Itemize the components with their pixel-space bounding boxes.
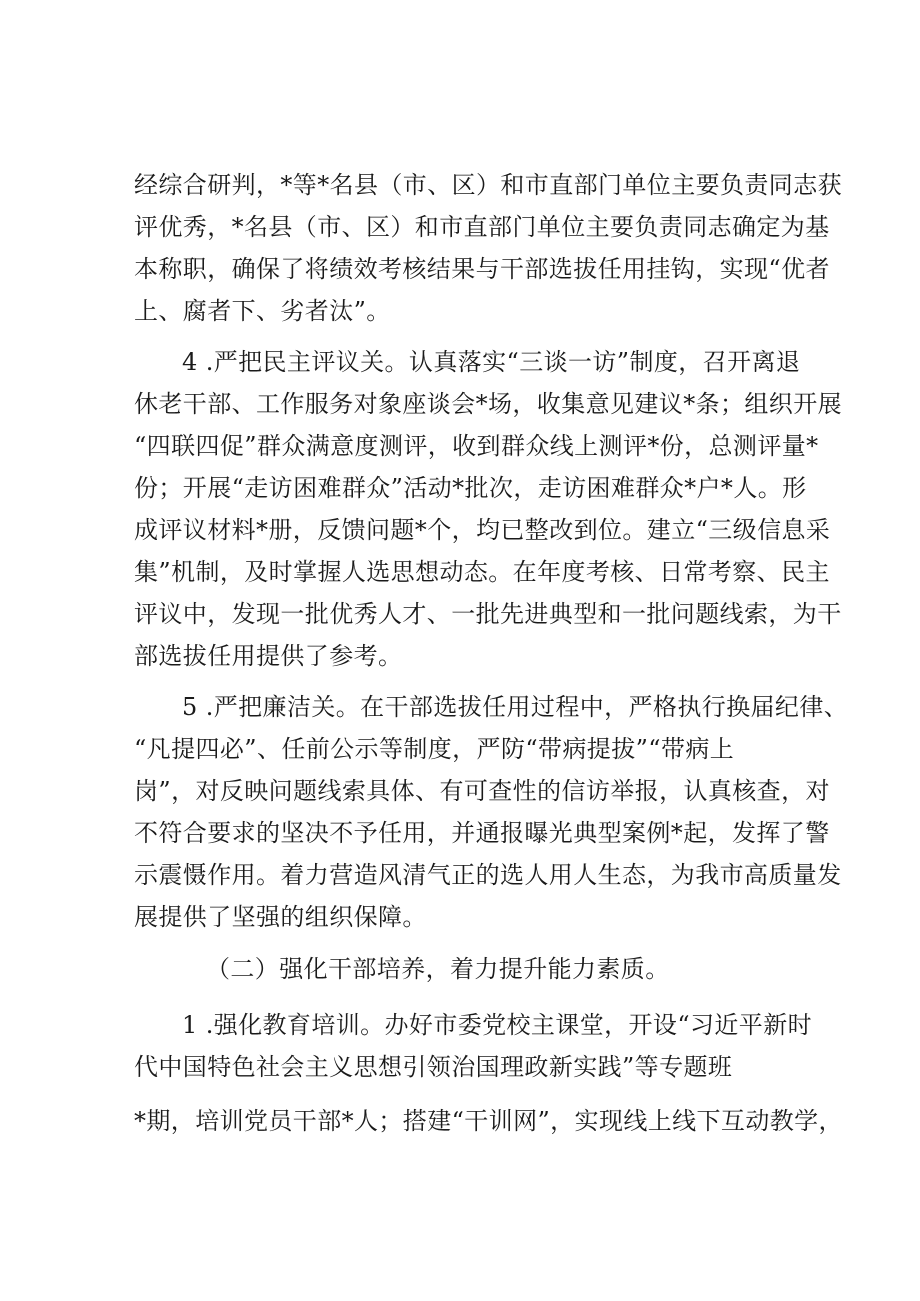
paragraph-line: “四联四促”群众满意度测评，收到群众线上测评*份，总测评量* [134,432,819,460]
section-heading: （二）强化干部培养，着力提升能力素质。 [206,955,670,983]
paragraph-line: 本称职，确保了将绩效考核结果与干部选拔任用挂钩，实现“优者 [134,255,830,283]
paragraph-line: 1 .强化教育培训。办好市委党校主课堂，开设“习近平新时 [182,1011,812,1039]
paragraph-line: 评优秀，*名县（市、区）和市直部门单位主要负责同志确定为基 [134,213,830,241]
paragraph-line: 展提供了坚强的组织保障。 [134,903,427,931]
paragraph-line: 5 .严把廉洁关。在干部选拔任用过程中，严格执行换届纪律、 [182,693,849,721]
paragraph-line: “凡提四必”、任前公示等制度，严防“带病提拔”“带病上 [134,735,735,763]
paragraph-line: 份；开展“走访困难群众”活动*批次，走访困难群众*户*人。形 [134,474,807,502]
paragraph-line: 4 .严把民主评议关。认真落实“三谈一访”制度，召开离退 [182,348,801,376]
paragraph-line: 代中国特色社会主义思想引领治国理政新实践”等专题班 [134,1053,733,1081]
paragraph-line: 休老干部、工作服务对象座谈会*场，收集意见建议*条；组织开展 [134,390,842,418]
paragraph-line: 不符合要求的坚决不予任用，并通报曝光典型案例*起，发挥了警 [134,819,830,847]
paragraph-line: 示震慑作用。着力营造风清气正的选人用人生态，为我市高质量发 [134,861,842,889]
paragraph-line: 经综合研判，*等*名县（市、区）和市直部门单位主要负责同志获 [134,171,842,199]
paragraph-line: 上、腐者下、劣者汰”。 [134,297,391,325]
paragraph-line: 评议中，发现一批优秀人才、一批先进典型和一批问题线索，为干 [134,600,842,628]
paragraph-line: 岗”，对反映问题线索具体、有可查性的信访举报，认真核查，对 [134,777,830,805]
paragraph-line: 部选拔任用提供了参考。 [134,642,403,670]
paragraph-line: *期，培训党员干部*人；搭建“干训网”，实现线上线下互动教学， [134,1107,843,1135]
paragraph-line: 集”机制，及时掌握人选思想动态。在年度考核、日常考察、民主 [134,558,830,586]
paragraph-line: 成评议材料*册，反馈问题*个，均已整改到位。建立“三级信息采 [134,516,831,544]
